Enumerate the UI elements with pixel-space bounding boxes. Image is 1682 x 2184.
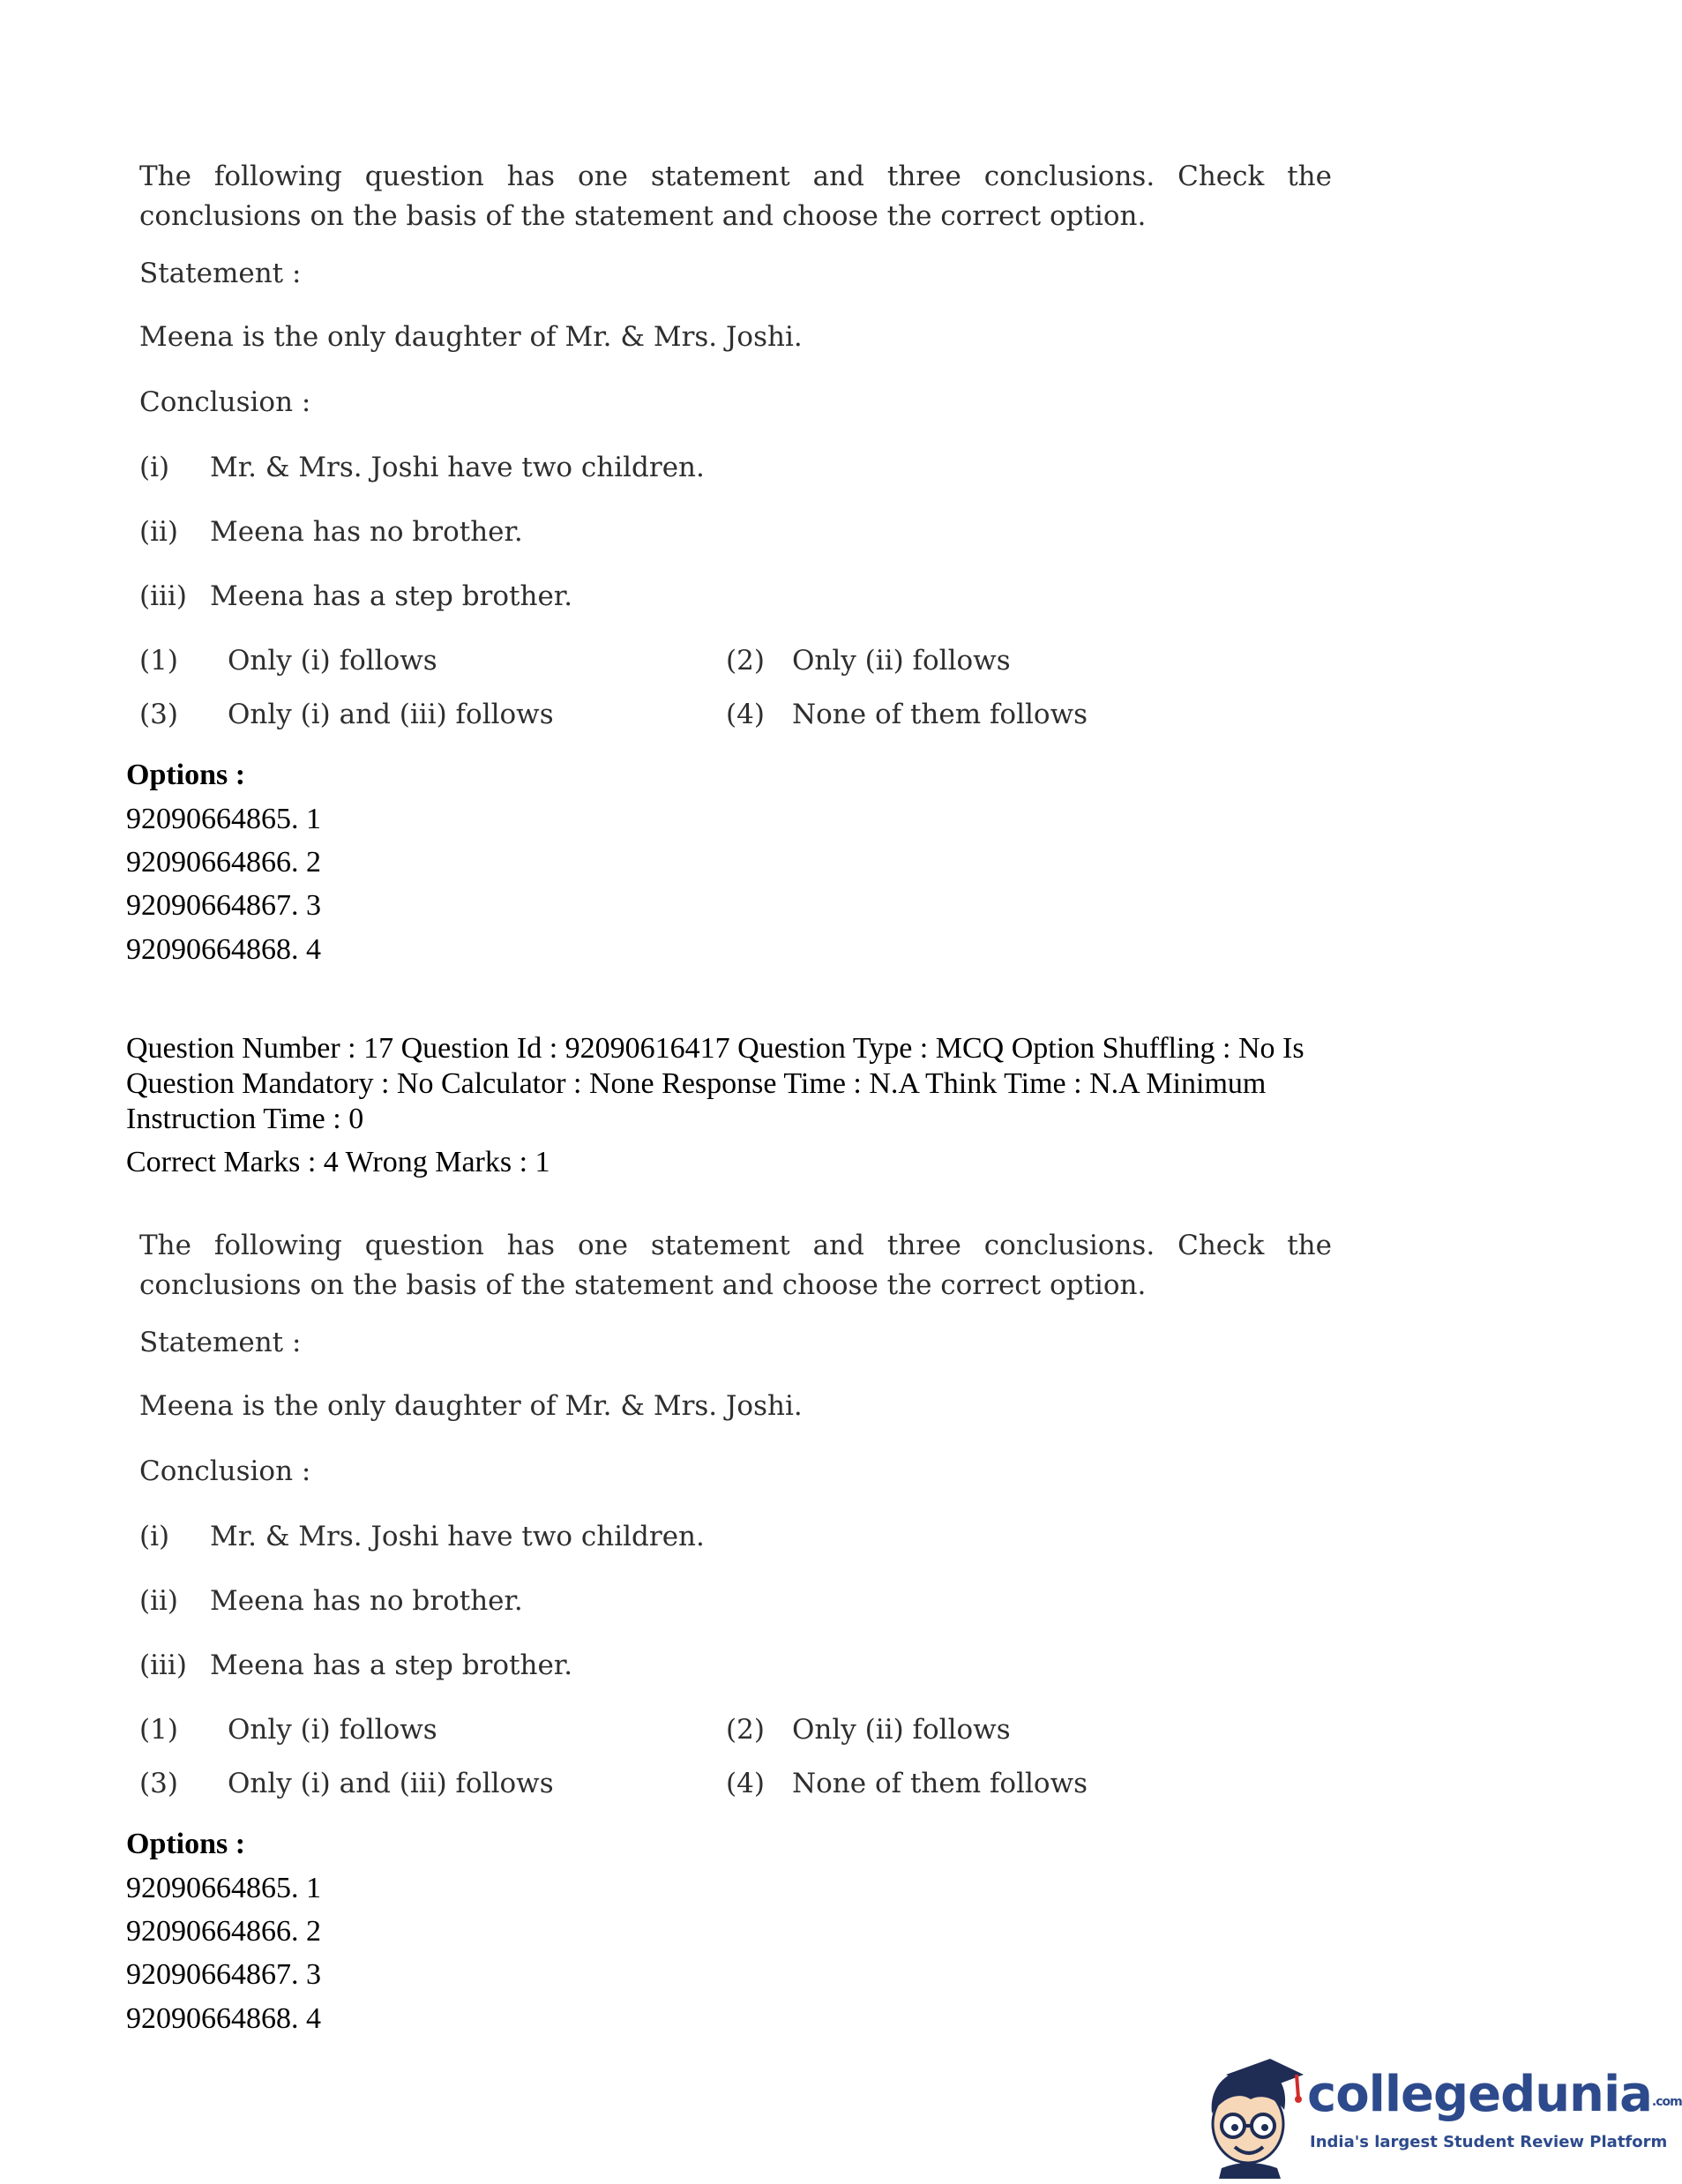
option-id: 92090664866. 2: [126, 846, 321, 879]
marks-line: Correct Marks : 4 Wrong Marks : 1: [126, 1146, 550, 1178]
options-list-1: [126, 759, 1502, 970]
meta-line: Instruction Time : 0: [126, 1103, 364, 1135]
meta-line: Question Number : 17 Question Id : 92090616417 Question Type : MCQ Option Shuffling : No Is: [126, 1032, 1304, 1065]
option-id: 92090664866. 2: [126, 1915, 321, 1948]
statement-label: Statement :: [139, 258, 302, 289]
question-intro: The following question has one statement and three conclusions. Check the conclusions on the basis of the statement and choose the correct option.: [139, 161, 1332, 232]
conclusion-label: Conclusion :: [139, 1455, 311, 1487]
conclusion-label: Conclusion :: [139, 386, 311, 418]
option-id: 92090664868. 4: [126, 933, 321, 966]
statement-text: Meena is the only daughter of Mr. & Mrs. Joshi.: [139, 1390, 803, 1422]
logo-tagline: India's largest Student Review Platform: [1310, 2133, 1668, 2151]
question-intro: The following question has one statement and three conclusions. Check the conclusions on the basis of the statement and choose the correct option.: [139, 1230, 1332, 1301]
question-image-1: The following question has one statement and three conclusions. Check the conclusions on the basis of the statement and choose the correct option. Statement : Meena is the only daughter of Mr. & Mrs. Joshi. Conclusion : (i) Mr. & Mrs. Joshi have two children. (ii) Meena has no brother. (iii) Meena has a step brother. (1) Only (i) follows (2) Only (ii) follows (3) Only (i) and (iii) follows (4) None of them follows: [139, 157, 1339, 739]
options-list-2: [126, 1828, 1502, 2039]
question-meta: [126, 1032, 1502, 1191]
option-id: 92090664867. 3: [126, 889, 321, 922]
meta-line: Question Mandatory : No Calculator : None Response Time : N.A Think Time : N.A Minimum: [126, 1067, 1267, 1100]
statement-text: Meena is the only daughter of Mr. & Mrs. Joshi.: [139, 321, 803, 353]
options-label: Options :: [126, 1828, 246, 1860]
collegedunia-logo: [1200, 2055, 1682, 2179]
logo-wordmark: collegedunia.com: [1307, 2066, 1682, 2123]
option-id: 92090664865. 1: [126, 803, 321, 835]
mascot-icon: [1200, 2055, 1305, 2179]
option-id: 92090664865. 1: [126, 1872, 321, 1904]
statement-label: Statement :: [139, 1327, 302, 1358]
question-image-2: The following question has one statement and three conclusions. Check the conclusions on the basis of the statement and choose the correct option. Statement : Meena is the only daughter of Mr. & Mrs. Joshi. Conclusion : (i) Mr. & Mrs. Joshi have two children. (ii) Meena has no brother. (iii) Meena has a step brother. (1) Only (i) follows (2) Only (ii) follows (3) Only (i) and (iii) follows (4) None of them follows: [139, 1226, 1339, 1808]
options-label: Options :: [126, 759, 246, 791]
option-id: 92090664868. 4: [126, 2002, 321, 2035]
option-id: 92090664867. 3: [126, 1958, 321, 1991]
